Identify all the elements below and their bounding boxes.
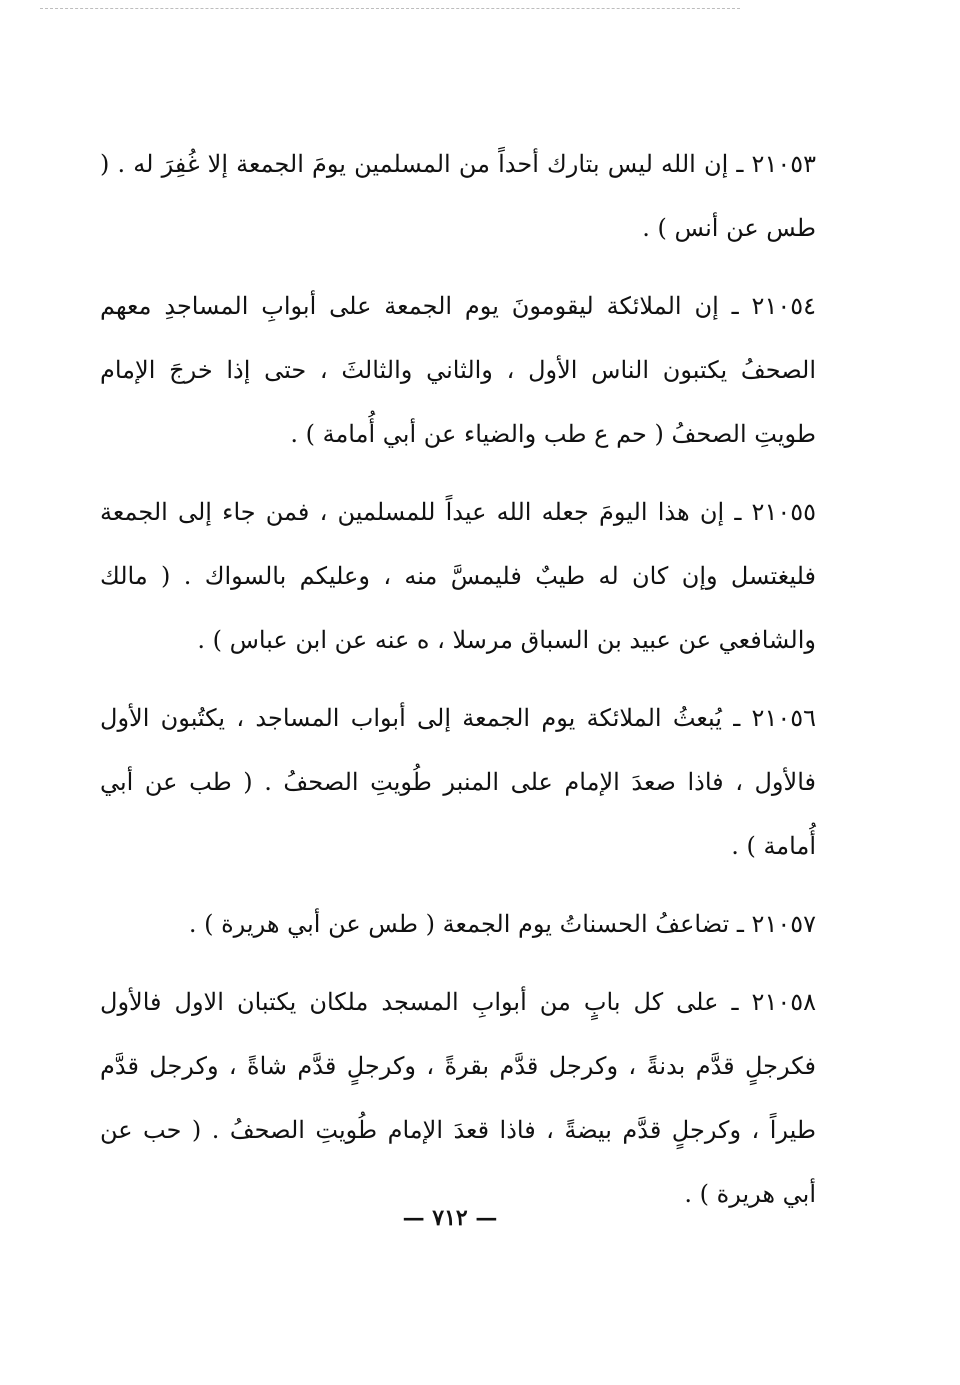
hadith-text: على كل بابٍ من أبوابِ المسجد ملكان يكتبان الاول فالأول فكرجلٍ قدَّم بدنةً ، وكرجل قدَّم بقرةً ، وكرجلٍ قدَّم شاةً ، وكرجل قدَّم طيراً ، وكرجلٍ قدَّم بيضةً ، فاذا قعدَ الإمام طُويتِ الصحفُ . ( حب عن أبي هريرة ) . — [100, 988, 816, 1208]
entry-separator: ـ — [718, 988, 752, 1016]
hadith-number: ٢١٠٥٦ — [751, 704, 816, 732]
hadith-entry-21056 — [100, 686, 816, 878]
hadith-text: إن الملائكة ليقومونَ يوم الجمعة على أبوابِ المساجدِ معهم الصحفُ يكتبون الناس الأول ، والثاني والثالثَ ، حتى إذا خرجَ الإمام طويتِ الصحفُ ( حم ع طب والضياء عن أبي أُمامة ) . — [100, 292, 816, 448]
entry-separator: ـ — [728, 150, 752, 178]
page-body — [100, 132, 816, 1240]
hadith-number: ٢١٠٥٤ — [751, 292, 816, 320]
hadith-number: ٢١٠٥٣ — [751, 150, 816, 178]
hadith-text: إن الله ليس بتارك أحداً من المسلمين يومَ الجمعة إلا غُفِرَ له . ( طس عن أنس ) . — [100, 150, 816, 242]
hadith-number: ٢١٠٥٨ — [751, 988, 816, 1016]
entry-separator: ـ — [724, 498, 752, 526]
hadith-number: ٢١٠٥٥ — [751, 498, 816, 526]
hadith-entry-21057 — [100, 892, 816, 956]
scan-top-edge — [40, 8, 740, 9]
entry-separator: ـ — [721, 704, 752, 732]
hadith-entry-21055 — [100, 480, 816, 672]
hadith-text: تضاعفُ الحسناتُ يوم الجمعة ( طس عن أبي هريرة ) . — [188, 910, 730, 938]
hadith-entry-21058 — [100, 970, 816, 1226]
hadith-entry-21054 — [100, 274, 816, 466]
entry-separator: ـ — [718, 292, 752, 320]
page-number: — ٧١٢ — — [402, 1205, 498, 1231]
entry-separator: ـ — [729, 910, 752, 938]
hadith-text: يُبعثُ الملائكة يوم الجمعة إلى أبواب المساجد ، يكتُبون الأول فالأول ، فاذا صعدَ الإمام على المنبر طُويتِ الصحفُ . ( طب عن أبي أُمامة ) . — [100, 704, 816, 860]
hadith-text: إن هذا اليومَ جعله الله عيداً للمسلمين ، فمن جاء إلى الجمعة فليغتسل وإن كان له طيبٌ فليمسَّ منه ، وعليكم بالسواك . ( مالك والشافعي عن عبيد بن السباق مرسلا ، ه عنه عن ابن عباس ) . — [100, 498, 816, 654]
hadith-entry-21053 — [100, 132, 816, 260]
hadith-number: ٢١٠٥٧ — [751, 910, 816, 938]
